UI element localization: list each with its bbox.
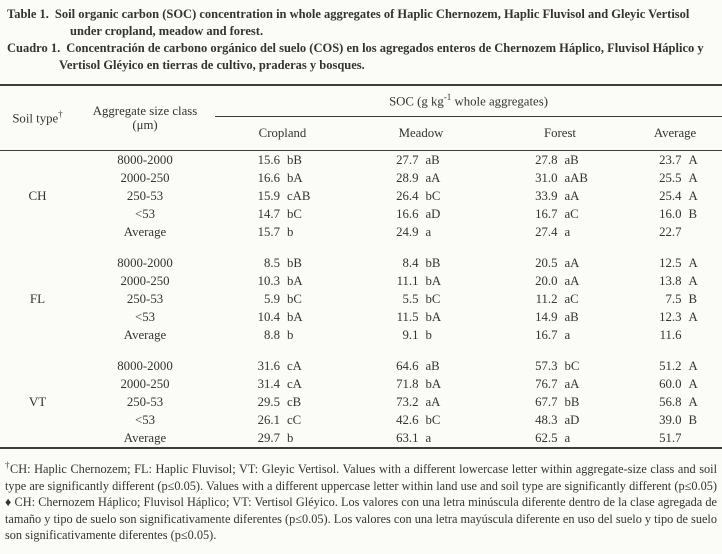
significance-letters: B <box>688 291 698 306</box>
caption-spanish <box>7 40 714 74</box>
average-cell <box>628 326 722 344</box>
meadow-cell <box>350 272 492 290</box>
significance-letters: bC <box>425 412 441 427</box>
significance-letters: cA <box>287 376 302 391</box>
significance-letters: bC <box>425 188 441 203</box>
soc-value: 48.3 <box>535 412 558 427</box>
meadow-cell <box>350 411 492 429</box>
table-captions <box>7 6 714 74</box>
significance-letters: aA <box>425 394 441 409</box>
soc-value: 28.9 <box>396 170 419 185</box>
significance-letters: A <box>688 376 698 391</box>
table-row <box>0 429 722 448</box>
significance-letters: bC <box>425 291 441 306</box>
group-vt <box>0 357 722 448</box>
soc-value: 51.7 <box>659 430 682 445</box>
soc-value: 12.5 <box>659 255 682 270</box>
soc-value: 20.5 <box>535 255 558 270</box>
forest-cell <box>492 326 628 344</box>
caption-spanish-text: Concentración de carbono orgánico del suelo (COS) en los agregados enteros de Chernozem Háplico, Fluvisol Háplico y Vertisol Gléyico en tierras de cultivo, praderas y bosques. <box>59 41 704 72</box>
aggregate-size-cell: 250-53 <box>126 291 164 306</box>
soc-value: 15.6 <box>257 152 280 167</box>
soil-type-cell: FL <box>29 291 46 306</box>
significance-letters: cAB <box>287 188 311 203</box>
soc-header-post: whole aggregates) <box>451 94 548 109</box>
soc-value: 42.6 <box>396 412 419 427</box>
meadow-cell <box>350 169 492 187</box>
soc-value: 5.5 <box>402 291 419 306</box>
soc-value: 23.7 <box>659 152 682 167</box>
soc-value: 8.4 <box>402 255 419 270</box>
significance-letters: bB <box>287 255 302 270</box>
soc-header-pre: SOC (g kg <box>389 94 444 109</box>
table-row <box>0 393 722 411</box>
significance-letters: b <box>287 430 294 445</box>
soc-value: 33.9 <box>535 188 558 203</box>
cropland-cell <box>215 393 350 411</box>
aggregate-size-cell: Average <box>123 430 167 445</box>
significance-letters: bB <box>287 152 302 167</box>
soil-type-cell: VT <box>28 394 47 409</box>
soc-value: 57.3 <box>535 358 558 373</box>
table-row <box>0 223 722 241</box>
aggregate-size-cell: 8000-2000 <box>117 255 173 270</box>
soc-value: 7.5 <box>665 291 682 306</box>
meadow-cell <box>350 308 492 326</box>
significance-letters: aC <box>564 206 579 221</box>
soc-value: 51.2 <box>659 358 682 373</box>
aggregate-size-cell: 250-53 <box>126 394 164 409</box>
forest-cell <box>492 429 628 448</box>
col-header-aggregate-size <box>75 85 215 151</box>
soc-value: 11.5 <box>396 309 419 324</box>
cropland-cell <box>215 375 350 393</box>
average-cell <box>628 375 722 393</box>
soc-value: 25.5 <box>659 170 682 185</box>
aggregate-size-cell: <53 <box>134 412 155 427</box>
significance-letters: A <box>688 170 698 185</box>
table-row <box>0 254 722 272</box>
soc-value: 71.8 <box>396 376 419 391</box>
significance-letters: a <box>564 327 571 342</box>
aggregate-size-cell: 2000-250 <box>120 170 170 185</box>
meadow-cell <box>350 326 492 344</box>
significance-letters: bA <box>287 273 303 288</box>
forest-cell <box>492 151 628 170</box>
col-header-cropland: Cropland <box>215 117 350 151</box>
significance-letters: bC <box>287 291 302 306</box>
table-row <box>0 187 722 205</box>
significance-letters: bB <box>425 255 441 270</box>
significance-letters: bB <box>564 394 580 409</box>
cropland-cell <box>215 187 350 205</box>
cropland-cell <box>215 223 350 241</box>
header-row-top <box>0 85 722 117</box>
forest-cell <box>492 205 628 223</box>
forest-cell <box>492 357 628 375</box>
soc-value: 22.7 <box>659 224 682 239</box>
footnote-text: CH: Haplic Chernozem; FL: Haplic Fluvisol; VT: Gleyic Vertisol. Values with a different lowercase letter within aggregate-size class and soil type are significantly different (p≤0.05). Values with a different uppercase letter within land use and soil type are significantly different (p≤0.05) ♦ CH: Chernozem Háplico; Fluvisol Háplico; VT: Vertisol Gléyico. Los valores con una letra minúscula diferente dentro de la clase agregada de tamaño y tipo de suelo son significativamente diferentes (p≤0.05). Los valores con una letra mayúscula diferente en uso del suelo y tipo de suelo son significativamente diferentes (p≤0.05). <box>5 462 717 543</box>
soc-value: 39.0 <box>659 412 682 427</box>
soc-value: 14.7 <box>257 206 280 221</box>
significance-letters: bA <box>287 309 303 324</box>
significance-letters: b <box>287 327 294 342</box>
soc-value: 10.3 <box>257 273 280 288</box>
aggregate-size-cell: 2000-250 <box>120 273 170 288</box>
significance-letters: aA <box>564 273 580 288</box>
significance-letters: a <box>425 224 432 239</box>
forest-cell <box>492 308 628 326</box>
cropland-cell <box>215 272 350 290</box>
significance-letters: aA <box>564 376 580 391</box>
soc-value: 27.4 <box>535 224 558 239</box>
significance-letters: bA <box>287 170 303 185</box>
table-row <box>0 205 722 223</box>
soc-value: 29.5 <box>257 394 280 409</box>
significance-letters: b <box>287 224 294 239</box>
soc-value: 13.8 <box>659 273 682 288</box>
forest-cell <box>492 187 628 205</box>
significance-letters: cC <box>287 412 302 427</box>
soil-type-dagger: † <box>58 109 63 120</box>
soc-value: 16.6 <box>396 206 419 221</box>
soc-value: 60.0 <box>659 376 682 391</box>
col-header-soc-group <box>215 85 722 117</box>
aggregate-header-text: Aggregate size class <box>92 104 198 118</box>
significance-letters: bA <box>425 309 442 324</box>
soc-value: 16.0 <box>659 206 682 221</box>
meadow-cell <box>350 151 492 170</box>
significance-letters: aB <box>564 152 579 167</box>
soc-value: 11.6 <box>659 327 682 342</box>
forest-cell <box>492 254 628 272</box>
aggregate-header-unit: (μm) <box>132 118 158 132</box>
table-row <box>0 411 722 429</box>
aggregate-size-cell: 2000-250 <box>120 376 170 391</box>
significance-letters: aA <box>425 170 441 185</box>
forest-cell <box>492 393 628 411</box>
table-footnote <box>5 457 717 544</box>
significance-letters: B <box>688 412 698 427</box>
cropland-cell <box>215 308 350 326</box>
table-header <box>0 85 722 151</box>
significance-letters: aA <box>564 255 580 270</box>
soc-value: 73.2 <box>396 394 419 409</box>
group-gap <box>0 344 722 357</box>
caption-english-label: Table 1. <box>7 7 49 21</box>
significance-letters: B <box>688 206 698 221</box>
average-cell <box>628 290 722 308</box>
group-ch <box>0 151 722 242</box>
cropland-cell <box>215 411 350 429</box>
significance-letters: aB <box>564 309 579 324</box>
soc-value: 67.7 <box>535 394 558 409</box>
col-header-average: Average <box>628 117 722 151</box>
soc-value: 11.1 <box>396 273 419 288</box>
average-cell <box>628 254 722 272</box>
cropland-cell <box>215 151 350 170</box>
significance-letters: cA <box>287 358 302 373</box>
table-row <box>0 326 722 344</box>
soc-value: 5.9 <box>264 291 280 306</box>
average-cell <box>628 169 722 187</box>
soc-value: 8.5 <box>264 255 280 270</box>
average-cell <box>628 429 722 448</box>
significance-letters: aC <box>564 291 579 306</box>
table-row <box>0 357 722 375</box>
significance-letters: A <box>688 273 698 288</box>
soc-value: 15.9 <box>257 188 280 203</box>
soc-header-sup: -1 <box>443 92 452 103</box>
average-cell <box>628 272 722 290</box>
cropland-cell <box>215 254 350 272</box>
col-header-soil-type <box>0 85 75 151</box>
forest-cell <box>492 375 628 393</box>
significance-letters: aD <box>425 206 441 221</box>
soc-value: 63.1 <box>396 430 419 445</box>
soc-value: 56.8 <box>659 394 682 409</box>
significance-letters: a <box>564 430 571 445</box>
significance-letters: cB <box>287 394 302 409</box>
aggregate-size-cell: <53 <box>134 309 155 324</box>
group-gap <box>0 241 722 254</box>
significance-letters: bC <box>287 206 302 221</box>
meadow-cell <box>350 254 492 272</box>
caption-english-text: Soil organic carbon (SOC) concentration in whole aggregates of Haplic Chernozem, Haplic Fluvisol and Gleyic Vertisol under cropland, meadow and forest. <box>54 7 690 38</box>
soc-value: 64.6 <box>396 358 419 373</box>
soc-value: 16.7 <box>535 206 558 221</box>
cropland-cell <box>215 357 350 375</box>
significance-letters: aD <box>564 412 580 427</box>
soc-value: 20.0 <box>535 273 558 288</box>
forest-cell <box>492 169 628 187</box>
group-fl <box>0 254 722 344</box>
significance-letters: bA <box>425 376 442 391</box>
cropland-cell <box>215 205 350 223</box>
soc-value: 62.5 <box>535 430 558 445</box>
soc-value: 31.6 <box>257 358 280 373</box>
average-cell <box>628 187 722 205</box>
significance-letters: aB <box>425 152 440 167</box>
soc-value: 31.0 <box>535 170 558 185</box>
soc-value: 16.6 <box>257 170 280 185</box>
average-cell <box>628 393 722 411</box>
aggregate-size-cell: 250-53 <box>126 188 164 203</box>
meadow-cell <box>350 290 492 308</box>
soc-value: 27.7 <box>396 152 419 167</box>
average-cell <box>628 308 722 326</box>
cropland-cell <box>215 429 350 448</box>
cropland-cell <box>215 290 350 308</box>
average-cell <box>628 205 722 223</box>
soc-value: 29.7 <box>257 430 280 445</box>
significance-letters: A <box>688 188 698 203</box>
meadow-cell <box>350 357 492 375</box>
significance-letters: a <box>425 430 432 445</box>
forest-cell <box>492 272 628 290</box>
forest-cell <box>492 290 628 308</box>
soil-type-header-text: Soil type <box>12 111 59 126</box>
soc-value: 10.4 <box>257 309 280 324</box>
meadow-cell <box>350 429 492 448</box>
significance-letters: A <box>688 152 698 167</box>
average-cell <box>628 223 722 241</box>
soc-value: 26.4 <box>396 188 419 203</box>
significance-letters: b <box>425 327 432 342</box>
soc-value: 24.9 <box>396 224 419 239</box>
average-cell <box>628 411 722 429</box>
soc-value: 25.4 <box>659 188 682 203</box>
soc-value: 12.3 <box>659 309 682 324</box>
average-cell <box>628 357 722 375</box>
col-header-forest: Forest <box>492 117 628 151</box>
significance-letters: A <box>688 255 698 270</box>
aggregate-size-cell: Average <box>123 327 167 342</box>
caption-english <box>7 6 714 40</box>
soc-data-table <box>0 84 722 449</box>
table-row <box>0 151 722 170</box>
table-row <box>0 308 722 326</box>
cropland-cell <box>215 326 350 344</box>
soc-value: 31.4 <box>257 376 280 391</box>
soil-type-cell: CH <box>28 188 47 203</box>
soc-value: 76.7 <box>535 376 558 391</box>
soc-value: 9.1 <box>402 327 419 342</box>
significance-letters: aA <box>564 188 580 203</box>
forest-cell <box>492 223 628 241</box>
meadow-cell <box>350 375 492 393</box>
caption-spanish-label: Cuadro 1. <box>7 41 61 55</box>
footnote-dagger: † <box>5 460 11 470</box>
average-cell <box>628 151 722 170</box>
soc-value: 26.1 <box>257 412 280 427</box>
meadow-cell <box>350 205 492 223</box>
cropland-cell <box>215 169 350 187</box>
table-row <box>0 375 722 393</box>
meadow-cell <box>350 223 492 241</box>
table-row <box>0 169 722 187</box>
significance-letters: bA <box>425 273 442 288</box>
soc-value: 14.9 <box>535 309 558 324</box>
aggregate-size-cell: <53 <box>134 206 155 221</box>
table-row <box>0 290 722 308</box>
significance-letters: bC <box>564 358 580 373</box>
significance-letters: A <box>688 358 698 373</box>
soc-value: 16.7 <box>535 327 558 342</box>
aggregate-size-cell: Average <box>123 224 167 239</box>
meadow-cell <box>350 393 492 411</box>
meadow-cell <box>350 187 492 205</box>
soc-value: 27.8 <box>535 152 558 167</box>
forest-cell <box>492 411 628 429</box>
table-row <box>0 272 722 290</box>
aggregate-size-cell: 8000-2000 <box>117 358 173 373</box>
significance-letters: aB <box>425 358 440 373</box>
col-header-meadow: Meadow <box>350 117 492 151</box>
soc-value: 8.8 <box>264 327 280 342</box>
aggregate-size-cell: 8000-2000 <box>117 152 173 167</box>
significance-letters: A <box>688 309 698 324</box>
significance-letters: aAB <box>564 170 588 185</box>
significance-letters: A <box>688 394 698 409</box>
soc-value: 15.7 <box>257 224 280 239</box>
soc-value: 11.2 <box>535 291 558 306</box>
significance-letters: a <box>564 224 571 239</box>
